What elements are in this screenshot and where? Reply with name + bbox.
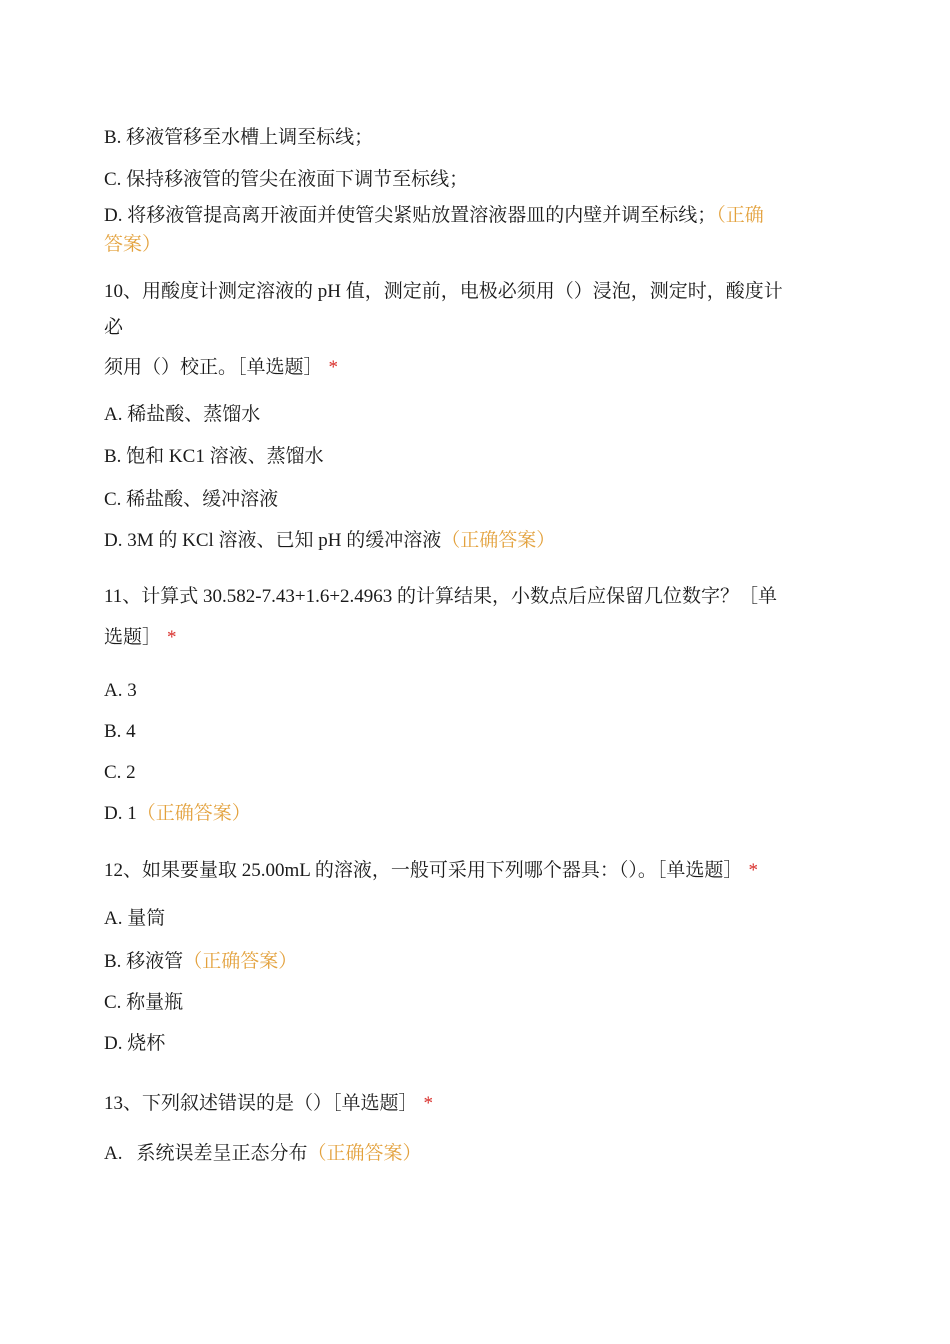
q13-correct-answer-tag: （正确答案） xyxy=(307,1143,422,1164)
q10-stem-text-3: 须用（）校正。［单选题］ xyxy=(104,357,323,378)
q9-option-c[interactable] xyxy=(104,167,468,193)
q12-option-d[interactable] xyxy=(104,1031,165,1057)
q11-correct-answer-tag: （正确答案） xyxy=(136,803,251,824)
q10-stem-line1 xyxy=(104,279,783,305)
q12-option-d-text: D. 烧杯 xyxy=(104,1033,166,1054)
q11-option-d[interactable] xyxy=(104,801,251,827)
q9-option-d-continued xyxy=(104,232,161,258)
q12-required-mark: * xyxy=(748,860,758,881)
q10-required-mark: * xyxy=(328,357,339,378)
q11-stem-text-2: 选题］ xyxy=(104,627,162,648)
q11-option-b[interactable] xyxy=(104,719,136,745)
q10-option-c-text: C. 稀盐酸、缓冲溶液 xyxy=(104,489,279,510)
q9-option-b-text: B. 移液管移至水槽上调至标线； xyxy=(104,127,374,148)
q10-option-c[interactable] xyxy=(104,487,278,513)
q10-option-d[interactable] xyxy=(104,528,555,554)
q10-option-b[interactable] xyxy=(104,444,324,470)
q10-stem-line2 xyxy=(104,315,123,341)
q9-correct-answer-tag-2: 答案） xyxy=(104,234,162,255)
q11-option-c-text: C. 2 xyxy=(104,762,136,783)
q11-stem-line1 xyxy=(104,584,777,610)
q10-option-d-text: D. 3M 的 KCl 溶液、已知 pH 的缓冲溶液 xyxy=(104,530,442,551)
q11-option-a[interactable] xyxy=(104,678,137,704)
q13-option-a-text: 系统误差呈正态分布 xyxy=(136,1143,308,1164)
q10-correct-answer-tag: （正确答案） xyxy=(441,530,556,551)
q12-option-c[interactable] xyxy=(104,990,183,1016)
q12-stem-text-1: 12、如果要量取 25.00mL 的溶液，一般可采用下列哪个器具：（）。［单选题］ xyxy=(104,860,743,881)
q13-stem-text-1: 13、下列叙述错误的是（）［单选题］ xyxy=(104,1093,418,1114)
q11-option-d-text: D. 1 xyxy=(104,803,137,824)
q10-option-a-text: A. 稀盐酸、蒸馏水 xyxy=(104,404,261,425)
q9-option-d-text: D. 将移液管提高离开液面并使管尖紧贴放置溶液器皿的内壁并调至标线； xyxy=(104,205,717,226)
q12-option-b-text: B. 移液管 xyxy=(104,951,184,972)
q9-option-b[interactable] xyxy=(104,125,373,151)
q11-option-c[interactable] xyxy=(104,760,136,786)
q9-option-d[interactable] xyxy=(104,203,764,229)
q10-stem-text-2: 必 xyxy=(104,317,124,338)
q13-required-mark: * xyxy=(423,1093,434,1114)
q11-option-b-text: B. 4 xyxy=(104,721,136,742)
q13-option-a-label: A. xyxy=(104,1143,123,1164)
q10-option-a[interactable] xyxy=(104,402,260,428)
q11-required-mark: * xyxy=(167,627,177,648)
q11-stem-line2 xyxy=(104,625,177,651)
q13-stem-line1 xyxy=(104,1091,433,1117)
q10-stem-text-1: 10、用酸度计测定溶液的 pH 值，测定前，电极必须用（）浸泡，测定时，酸度计 xyxy=(104,281,783,302)
q12-option-a-text: A. 量筒 xyxy=(104,908,166,929)
q12-stem-line1 xyxy=(104,858,758,884)
q9-correct-answer-tag-1: （正确 xyxy=(716,205,764,226)
q13-option-a[interactable] xyxy=(104,1141,422,1167)
q10-stem-line3 xyxy=(104,355,338,381)
q9-option-c-text: C. 保持移液管的管尖在液面下调节至标线； xyxy=(104,169,469,190)
q11-option-a-text: A. 3 xyxy=(104,680,137,701)
q12-option-a[interactable] xyxy=(104,906,165,932)
q12-option-b[interactable] xyxy=(104,949,297,975)
q11-stem-text-1: 11、计算式 30.582-7.43+1.6+2.4963 的计算结果，小数点后应保留几位数字？［单 xyxy=(104,586,778,607)
q12-correct-answer-tag: （正确答案） xyxy=(183,951,298,972)
q10-option-b-text: B. 饱和 KC1 溶液、蒸馏水 xyxy=(104,446,324,467)
q12-option-c-text: C. 称量瓶 xyxy=(104,992,184,1013)
